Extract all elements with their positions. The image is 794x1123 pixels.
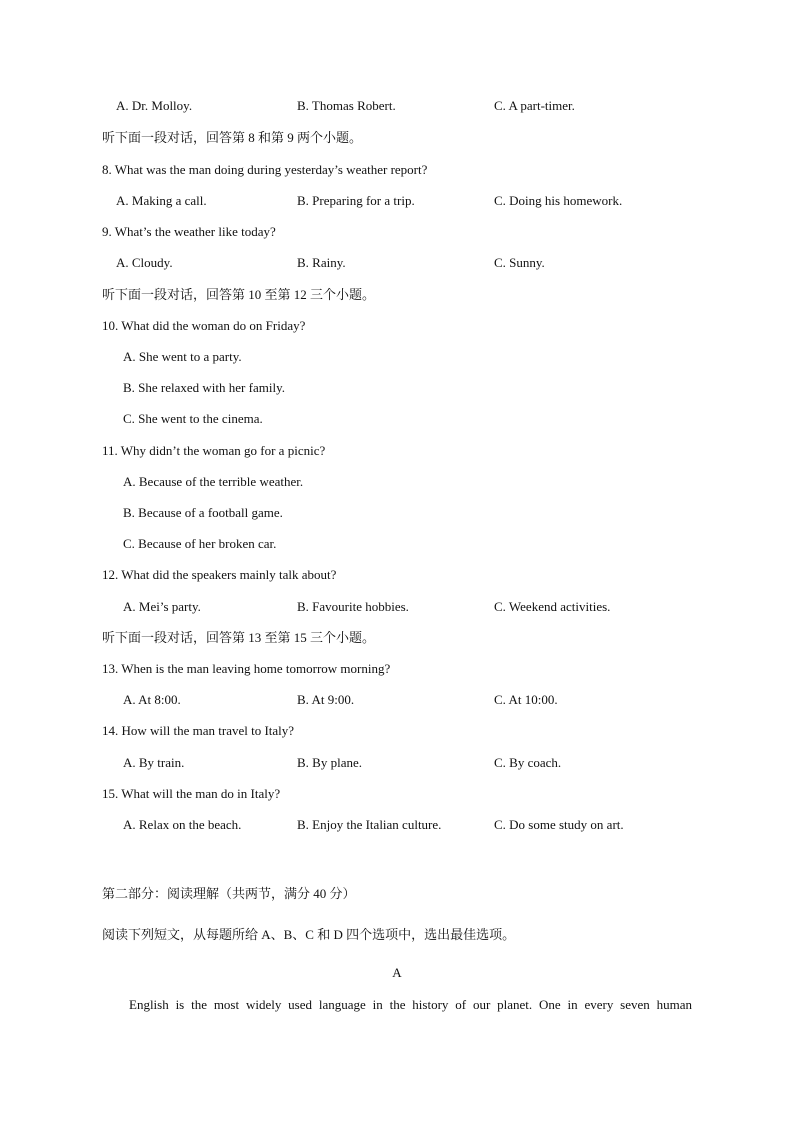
option-c: C. By coach.: [494, 755, 562, 770]
question-14-stem: 14. How will the man travel to Italy?: [102, 723, 295, 738]
option-b: B. Preparing for a trip.: [297, 193, 415, 208]
passage-label: A: [392, 965, 402, 980]
question-12-stem: 12. What did the speakers mainly talk about?: [102, 567, 337, 582]
option-c: C. At 10:00.: [494, 692, 558, 707]
dialog-instruction-13-15: 听下面一段对话，回答第 13 至第 15 三个小题。: [102, 630, 376, 645]
passage-first-line: English is the most widely used language in the history of our planet. One in every seven human: [129, 997, 692, 1012]
option-a: A. Mei’s party.: [123, 599, 201, 614]
option-a: A. Making a call.: [116, 193, 207, 208]
option-c: C. Do some study on art.: [494, 817, 624, 832]
question-8-stem: 8. What was the man doing during yesterday’s weather report?: [102, 162, 428, 177]
option-a: A. At 8:00.: [123, 692, 181, 707]
option-a: A. Dr. Molloy.: [116, 98, 193, 113]
question-9-stem: 9. What’s the weather like today?: [102, 224, 276, 239]
option-c: C. Weekend activities.: [494, 599, 611, 614]
dialog-instruction-8-9: 听下面一段对话，回答第 8 和第 9 两个小题。: [102, 130, 363, 145]
option-b: B. At 9:00.: [297, 692, 355, 707]
option-b: B. Rainy.: [297, 255, 346, 270]
option-c: C. A part-timer.: [494, 98, 575, 113]
section-instruction: 阅读下列短文，从每题所给 A、B、C 和 D 四个选项中，选出最佳选项。: [102, 927, 516, 942]
option-b: B. Enjoy the Italian culture.: [297, 817, 442, 832]
section-title: 第二部分：阅读理解（共两节，满分 40 分）: [102, 886, 356, 901]
option-a: A. Relax on the beach.: [123, 817, 242, 832]
option-b: B. Thomas Robert.: [297, 98, 396, 113]
question-10-stem: 10. What did the woman do on Friday?: [102, 318, 306, 333]
option-c: C. Doing his homework.: [494, 193, 623, 208]
question-11-stem: 11. Why didn’t the woman go for a picnic?: [102, 443, 326, 458]
option-c: C. Sunny.: [494, 255, 545, 270]
option-b: B. Favourite hobbies.: [297, 599, 409, 614]
option-a: A. Cloudy.: [116, 255, 173, 270]
option-a: A. By train.: [123, 755, 185, 770]
question-13-stem: 13. When is the man leaving home tomorrow morning?: [102, 661, 391, 676]
option-b: B. By plane.: [297, 755, 362, 770]
dialog-instruction-10-12: 听下面一段对话，回答第 10 至第 12 三个小题。: [102, 287, 376, 302]
question-15-stem: 15. What will the man do in Italy?: [102, 786, 281, 801]
